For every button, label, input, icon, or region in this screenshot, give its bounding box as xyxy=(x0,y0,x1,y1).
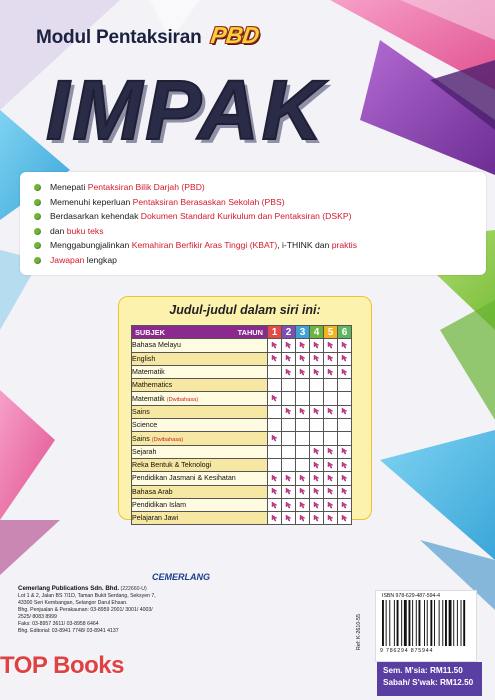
available-icon xyxy=(341,368,348,375)
publisher-address-line: 2525/ 8083 8999 xyxy=(18,614,57,620)
publisher-reg: (222660-U) xyxy=(120,586,147,592)
subject-cell xyxy=(132,419,268,432)
year-1-cell xyxy=(268,379,282,392)
year-1-cell xyxy=(268,512,282,525)
available-icon xyxy=(327,514,334,521)
isbn-label: ISBN 978-629-487-594-4 xyxy=(382,593,440,599)
year-5-cell xyxy=(324,419,338,432)
subject-cell xyxy=(132,472,268,485)
available-icon xyxy=(341,501,348,508)
barcode-bar xyxy=(439,600,440,646)
year-3-cell xyxy=(296,365,310,378)
year-6-cell xyxy=(338,419,352,432)
available-icon xyxy=(341,354,348,361)
available-icon xyxy=(313,368,320,375)
available-icon xyxy=(313,341,320,348)
year-4-cell xyxy=(310,392,324,405)
year-2-cell xyxy=(282,498,296,511)
year-3-cell xyxy=(296,339,310,352)
available-icon xyxy=(327,501,334,508)
year-4-cell xyxy=(310,432,324,445)
subject-cell xyxy=(132,379,268,392)
year-2-cell xyxy=(282,485,296,498)
publisher-address-line: Faks: 03-8957 3611/ 03-8958 6464 xyxy=(18,621,99,627)
subject-name: Sejarah xyxy=(132,447,157,456)
available-icon xyxy=(299,354,306,361)
available-icon xyxy=(341,407,348,414)
publisher-info xyxy=(18,585,318,635)
year-4-cell xyxy=(310,498,324,511)
year-5-cell xyxy=(324,432,338,445)
year-1-cell xyxy=(268,339,282,352)
subject-note: (Dwibahasa) xyxy=(166,396,199,403)
available-icon xyxy=(299,501,306,508)
subject-name: Reka Bentuk & Teknologi xyxy=(132,461,212,470)
available-icon xyxy=(299,341,306,348)
subject-note: (Dwibahasa) xyxy=(151,436,184,443)
available-icon xyxy=(271,354,278,361)
available-icon xyxy=(271,341,278,348)
barcode-digits: 9 786294 875944 xyxy=(380,648,434,654)
year-3-cell xyxy=(296,458,310,471)
year-2-cell xyxy=(282,365,296,378)
barcode-bar xyxy=(394,600,395,646)
feature-list xyxy=(20,172,486,275)
year-5-cell xyxy=(324,379,338,392)
year-4-cell xyxy=(310,379,324,392)
available-icon xyxy=(299,514,306,521)
feature-item xyxy=(28,195,478,210)
subject-cell xyxy=(132,405,268,418)
year-5-cell xyxy=(324,352,338,365)
series-title-text: Modul Pentaksiran xyxy=(36,27,202,48)
feature-text: Menggabungjalinkan xyxy=(50,240,132,250)
barcode-bar xyxy=(412,600,413,646)
feature-item xyxy=(28,180,478,195)
series-title xyxy=(36,22,259,49)
year-1-cell xyxy=(268,419,282,432)
feature-highlight: Pentaksiran Bilik Darjah (PBD) xyxy=(87,182,205,192)
year-6-cell xyxy=(338,405,352,418)
year-6-cell xyxy=(338,352,352,365)
available-icon xyxy=(327,487,334,494)
feature-text: dan xyxy=(50,225,67,236)
year-6-cell xyxy=(338,392,352,405)
year-6-cell xyxy=(338,339,352,352)
barcode-box xyxy=(375,590,477,662)
subject-name: English xyxy=(132,354,156,363)
year-2-cell xyxy=(282,445,296,458)
subject-name: Pelajaran Jawi xyxy=(132,514,179,523)
year-5-cell xyxy=(324,512,338,525)
barcode-bar xyxy=(430,600,432,646)
price-sabah-sarawak: Sabah/ S'wak: RM12.50 xyxy=(383,678,474,687)
barcode-bar xyxy=(389,600,390,646)
reference-code: Ref: K-2610-55 xyxy=(356,614,362,650)
table-row xyxy=(132,445,352,458)
year-2-cell xyxy=(282,432,296,445)
available-icon xyxy=(327,461,334,468)
year-4-cell xyxy=(310,512,324,525)
year-6-cell xyxy=(338,445,352,458)
available-icon xyxy=(341,447,348,454)
available-icon xyxy=(327,407,334,414)
subject-cell xyxy=(132,445,268,458)
subject-name: Matematik xyxy=(132,368,165,377)
available-icon xyxy=(285,474,292,481)
barcode-bar xyxy=(461,600,462,646)
table-row xyxy=(132,339,352,352)
barcode-bar xyxy=(397,600,399,646)
year-2-cell xyxy=(282,512,296,525)
book-title: IMPAK xyxy=(46,63,326,157)
publisher-address-line: 43300 Seri Kembangan, Selangor Darul Ehsan. xyxy=(18,600,128,606)
year-6-cell xyxy=(338,498,352,511)
available-icon xyxy=(313,447,320,454)
available-icon xyxy=(299,368,306,375)
barcode-bar xyxy=(445,600,447,646)
available-icon xyxy=(313,407,320,414)
table-row xyxy=(132,392,352,405)
feature-text: Berdasarkan kehendak xyxy=(50,211,141,221)
year-6-cell xyxy=(338,458,352,471)
year-4-cell xyxy=(310,472,324,485)
available-icon xyxy=(313,514,320,521)
year-5-cell xyxy=(324,445,338,458)
available-icon xyxy=(341,487,348,494)
available-icon xyxy=(341,474,348,481)
table-row xyxy=(132,419,352,432)
year-1-cell xyxy=(268,432,282,445)
feature-highlight: buku teks xyxy=(66,225,104,236)
available-icon xyxy=(341,461,348,468)
barcode xyxy=(382,600,470,647)
watermark: TOP Books xyxy=(0,652,124,679)
available-icon xyxy=(285,407,292,414)
feature-highlight: Kemahiran Berfikir Aras Tinggi (KBAT) xyxy=(131,240,278,250)
barcode-bar xyxy=(382,600,384,646)
year-3-cell xyxy=(296,445,310,458)
publisher-address-line: Bhg. Editorial: 03-8941 7748/ 03-8941 4137 xyxy=(18,628,119,634)
subject-cell xyxy=(132,365,268,378)
available-icon xyxy=(313,461,320,468)
available-icon xyxy=(285,501,292,508)
year-3-cell xyxy=(296,498,310,511)
year-2-cell xyxy=(282,419,296,432)
year-6-cell xyxy=(338,365,352,378)
table-row xyxy=(132,365,352,378)
year-5-cell xyxy=(324,392,338,405)
year-6-cell xyxy=(338,472,352,485)
year-4-header: 4 xyxy=(310,326,324,339)
feature-highlight: Jawapan xyxy=(50,254,85,265)
publisher-address-line: Bhg. Penjualan & Perakaunan: 03-8959 2001/ 3001/ 4003/ xyxy=(18,607,153,613)
subject-name: Bahasa Melayu xyxy=(132,341,181,350)
barcode-bar xyxy=(427,600,428,646)
year-2-cell xyxy=(282,379,296,392)
year-5-header: 5 xyxy=(324,326,338,339)
available-icon xyxy=(271,514,278,521)
available-icon xyxy=(327,447,334,454)
year-2-cell xyxy=(282,352,296,365)
year-4-cell xyxy=(310,365,324,378)
subject-name: Science xyxy=(132,421,158,430)
table-header-row xyxy=(132,326,352,339)
available-icon xyxy=(299,407,306,414)
available-icon xyxy=(285,341,292,348)
year-5-cell xyxy=(324,498,338,511)
subject-cell xyxy=(132,512,268,525)
feature-highlight: praktis xyxy=(331,240,357,250)
available-icon xyxy=(313,501,320,508)
available-icon xyxy=(341,341,348,348)
series-titles-heading: Judul-judul dalam siri ini: xyxy=(169,303,321,317)
table-row xyxy=(132,485,352,498)
year-5-cell xyxy=(324,485,338,498)
year-6-cell xyxy=(338,512,352,525)
subject-cell xyxy=(132,498,268,511)
subject-cell xyxy=(132,458,268,471)
year-4-cell xyxy=(310,445,324,458)
year-4-cell xyxy=(310,339,324,352)
year-1-cell xyxy=(268,445,282,458)
subject-column-header xyxy=(132,326,268,339)
subject-name: Mathematics xyxy=(132,381,173,390)
subject-name: Bahasa Arab xyxy=(132,487,173,496)
available-icon xyxy=(327,354,334,361)
year-2-cell xyxy=(282,339,296,352)
year-header-label: TAHUN xyxy=(237,327,263,337)
barcode-bar xyxy=(401,600,402,646)
year-6-cell xyxy=(338,379,352,392)
subject-name: Sains xyxy=(132,434,150,443)
table-row xyxy=(132,352,352,365)
year-5-cell xyxy=(324,405,338,418)
barcode-bar xyxy=(457,600,458,646)
price-peninsular: Sem. M'sia: RM11.50 xyxy=(383,666,463,675)
table-row xyxy=(132,405,352,418)
available-icon xyxy=(313,474,320,481)
year-1-cell xyxy=(268,498,282,511)
feature-text: lengkap xyxy=(84,254,117,265)
year-4-cell xyxy=(310,419,324,432)
barcode-bar xyxy=(404,600,407,646)
feature-text: Memenuhi keperluan xyxy=(50,196,133,207)
subject-name: Pendidikan Islam xyxy=(132,501,187,509)
year-1-cell xyxy=(268,458,282,471)
table-row xyxy=(132,498,352,511)
year-3-cell xyxy=(296,419,310,432)
barcode-bar xyxy=(442,600,443,646)
feature-highlight: Dokumen Standard Kurikulum dan Pentaksiran (DSKP) xyxy=(140,211,352,221)
year-2-cell xyxy=(282,472,296,485)
available-icon xyxy=(327,341,334,348)
available-icon xyxy=(299,474,306,481)
subject-cell xyxy=(132,392,268,405)
year-6-cell xyxy=(338,432,352,445)
year-1-header: 1 xyxy=(268,326,282,339)
subject-cell xyxy=(132,352,268,365)
year-3-header: 3 xyxy=(296,326,310,339)
price-box xyxy=(377,662,482,696)
year-6-cell xyxy=(338,485,352,498)
year-1-cell xyxy=(268,485,282,498)
feature-item xyxy=(28,253,478,268)
year-1-cell xyxy=(268,392,282,405)
available-icon xyxy=(271,501,278,508)
table-row xyxy=(132,379,352,392)
year-5-cell xyxy=(324,458,338,471)
year-1-cell xyxy=(268,352,282,365)
available-icon xyxy=(313,487,320,494)
available-icon xyxy=(285,514,292,521)
feature-text: Menepati xyxy=(50,182,88,192)
series-titles-card xyxy=(118,296,372,523)
series-titles-table xyxy=(131,325,352,525)
subject-header-label: SUBJEK xyxy=(135,327,165,337)
year-3-cell xyxy=(296,432,310,445)
year-3-cell xyxy=(296,485,310,498)
year-6-header: 6 xyxy=(338,326,352,339)
available-icon xyxy=(327,368,334,375)
year-2-cell xyxy=(282,405,296,418)
year-3-cell xyxy=(296,392,310,405)
barcode-bar xyxy=(409,600,411,646)
year-5-cell xyxy=(324,365,338,378)
year-4-cell xyxy=(310,352,324,365)
table-row xyxy=(132,472,352,485)
available-icon xyxy=(299,487,306,494)
year-4-cell xyxy=(310,485,324,498)
table-row xyxy=(132,512,352,525)
year-4-cell xyxy=(310,458,324,471)
available-icon xyxy=(285,354,292,361)
subject-cell xyxy=(132,485,268,498)
publisher-address-line: Lot 1 & 2, Jalan BS 7/1D, Taman Bukit Serdang, Seksyen 7, xyxy=(18,593,156,599)
available-icon xyxy=(271,474,278,481)
subject-name: Pendidikan Jasmani & Kesihatan xyxy=(132,474,236,483)
barcode-bar xyxy=(434,600,435,646)
year-3-cell xyxy=(296,472,310,485)
available-icon xyxy=(313,354,320,361)
barcode-bar xyxy=(424,600,425,646)
feature-item xyxy=(28,209,478,224)
year-4-cell xyxy=(310,405,324,418)
available-icon xyxy=(271,487,278,494)
table-row xyxy=(132,432,352,445)
subject-cell xyxy=(132,339,268,352)
barcode-bar xyxy=(453,600,454,646)
feature-item xyxy=(28,224,478,239)
feature-text: , i-THINK dan xyxy=(277,240,332,250)
barcode-bar xyxy=(419,600,421,646)
year-3-cell xyxy=(296,352,310,365)
year-3-cell xyxy=(296,405,310,418)
year-2-header: 2 xyxy=(282,326,296,339)
subject-name: Sains xyxy=(132,407,150,416)
subject-cell xyxy=(132,432,268,445)
year-2-cell xyxy=(282,458,296,471)
feature-item xyxy=(28,238,478,253)
year-1-cell xyxy=(268,472,282,485)
available-icon xyxy=(285,368,292,375)
year-3-cell xyxy=(296,512,310,525)
year-5-cell xyxy=(324,339,338,352)
year-3-cell xyxy=(296,379,310,392)
year-1-cell xyxy=(268,365,282,378)
subject-name: Matematik xyxy=(132,394,165,403)
available-icon xyxy=(285,487,292,494)
table-row xyxy=(132,458,352,471)
available-icon xyxy=(271,394,278,401)
barcode-bar xyxy=(416,600,417,646)
barcode-bar xyxy=(463,600,465,646)
publisher-logo: CEMERLANG xyxy=(152,572,210,582)
barcode-bar xyxy=(386,600,387,646)
barcode-bar xyxy=(449,600,452,646)
year-5-cell xyxy=(324,472,338,485)
available-icon xyxy=(271,434,278,441)
publisher-name: Cemerlang Publications Sdn. Bhd. xyxy=(18,585,120,592)
series-badge: PBD xyxy=(208,22,261,48)
available-icon xyxy=(327,474,334,481)
available-icon xyxy=(341,514,348,521)
feature-highlight: Pentaksiran Berasaskan Sekolah (PBS) xyxy=(132,196,285,207)
year-1-cell xyxy=(268,405,282,418)
year-2-cell xyxy=(282,392,296,405)
